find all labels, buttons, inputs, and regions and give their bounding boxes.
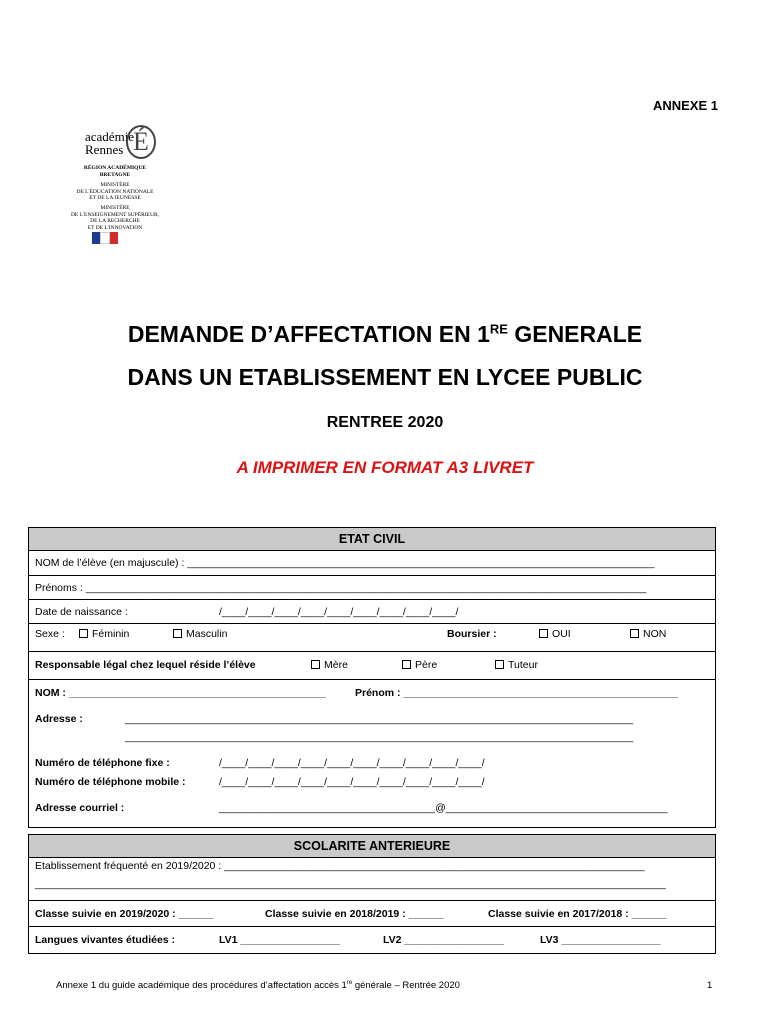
tel-fixe-field[interactable]: /____/____/____/____/____/____/____/____/____/____/ <box>219 757 485 769</box>
feminin-checkbox[interactable]: Féminin <box>79 628 129 640</box>
checkbox-icon <box>495 660 504 669</box>
lv3-field[interactable]: LV3 _________________ <box>540 934 661 946</box>
date-naissance-field[interactable]: /____/____/____/____/____/____/____/____/____/ <box>219 606 459 618</box>
prenoms-field[interactable]: Prénoms : ________________________________________________________________________________________________ <box>35 582 647 594</box>
adresse-line-1[interactable]: _______________________________________________________________________________________ <box>125 713 634 725</box>
adresse-label: Adresse : <box>35 713 83 725</box>
checkbox-icon <box>311 660 320 669</box>
pere-checkbox[interactable]: Père <box>402 659 437 671</box>
scolarite-section <box>28 834 716 954</box>
page-number: 1 <box>707 980 713 991</box>
classe-2018-field[interactable]: Classe suivie en 2018/2019 : ______ <box>265 908 444 920</box>
prenom-responsable-field[interactable]: Prénom : _______________________________________________ <box>355 687 678 699</box>
boursier-label: Boursier : <box>447 628 497 640</box>
courriel-label: Adresse courriel : <box>35 802 125 814</box>
date-naissance-label: Date de naissance : <box>35 606 128 618</box>
checkbox-icon <box>402 660 411 669</box>
logo-region: RÉGION ACADÉMIQUE BRETAGNE <box>83 165 147 178</box>
title-line-2: DANS UN ETABLISSEMENT EN LYCEE PUBLIC <box>127 364 643 390</box>
adresse-line-2[interactable]: _______________________________________________________________________________________ <box>125 731 634 743</box>
imprimer-notice: A IMPRIMER EN FORMAT A3 LIVRET <box>236 458 534 477</box>
oui-checkbox[interactable]: OUI <box>539 628 571 640</box>
scolarite-header: SCOLARITE ANTERIEURE <box>29 835 715 858</box>
checkbox-icon <box>173 629 182 638</box>
nom-eleve-field[interactable]: NOM de l’élève (en majuscule) : ________________________________________________________________________________ <box>35 557 655 569</box>
classe-2019-field[interactable]: Classe suivie en 2019/2020 : ______ <box>35 908 214 920</box>
etat-civil-header: ETAT CIVIL <box>29 528 715 551</box>
academie-rennes-logo <box>60 125 170 255</box>
rentree-label: RENTREE 2020 <box>326 414 444 431</box>
mere-checkbox[interactable]: Mère <box>311 659 348 671</box>
courriel-field[interactable]: _____________________________________@______________________________________ <box>219 802 668 814</box>
logo-ministere-1: MINISTÈRE DE L'ÉDUCATION NATIONALE ET DE LA JEUNESSE <box>76 182 154 201</box>
sexe-label: Sexe : <box>35 628 65 640</box>
tel-fixe-label: Numéro de téléphone fixe : <box>35 757 170 769</box>
checkbox-icon <box>79 629 88 638</box>
annexe-label: ANNEXE 1 <box>652 98 718 113</box>
nom-responsable-field[interactable]: NOM : ____________________________________________ <box>35 687 326 699</box>
logo-ministere-2: MINISTÈRE DE L'ENSEIGNEMENT SUPÉRIEUR, DE LA RECHERCHE ET DE L'INNOVATION <box>70 205 160 231</box>
etablissement-line-2[interactable]: ____________________________________________________________________________________________________________ <box>35 878 666 890</box>
tel-mobile-label: Numéro de téléphone mobile : <box>35 776 186 788</box>
logo-acad: académie Rennes <box>85 129 135 157</box>
checkbox-icon <box>630 629 639 638</box>
classe-2017-field[interactable]: Classe suivie en 2017/2018 : ______ <box>488 908 667 920</box>
non-checkbox[interactable]: NON <box>630 628 666 640</box>
title-line-1: DEMANDE D’AFFECTATION EN 1RE GENERALE <box>127 321 643 347</box>
etablissement-field[interactable]: Etablissement fréquenté en 2019/2020 : ________________________________________________________________________ <box>35 860 645 872</box>
tuteur-checkbox[interactable]: Tuteur <box>495 659 538 671</box>
lv2-field[interactable]: LV2 _________________ <box>383 934 504 946</box>
etat-civil-section <box>28 527 716 828</box>
checkbox-icon <box>539 629 548 638</box>
responsable-label: Responsable légal chez lequel réside l’élève <box>35 659 256 671</box>
lv1-field[interactable]: LV1 _________________ <box>219 934 340 946</box>
tel-mobile-field[interactable]: /____/____/____/____/____/____/____/____/____/____/ <box>219 776 485 788</box>
masculin-checkbox[interactable]: Masculin <box>173 628 227 640</box>
marianne-flag-icon <box>92 232 118 244</box>
logo-e-icon: É <box>126 125 156 159</box>
footer-text: Annexe 1 du guide académique des procédures d’affectation accès 1re générale – Rentrée 2020 <box>56 980 460 992</box>
langues-label: Langues vivantes étudiées : <box>35 934 176 946</box>
